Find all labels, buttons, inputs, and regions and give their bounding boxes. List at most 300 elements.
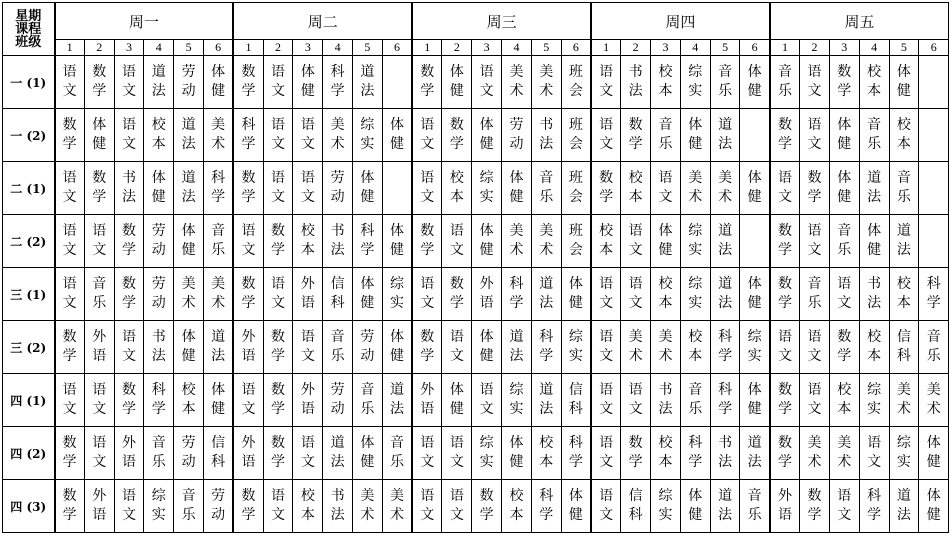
- period-number: 4: [502, 40, 532, 56]
- subject-cell: 语 文: [263, 268, 293, 321]
- subject-cell: 综 实: [680, 268, 710, 321]
- subject-cell: 语 文: [591, 109, 621, 162]
- corner-label-course: 课程: [15, 21, 42, 37]
- subject-cell: 数 学: [55, 480, 85, 533]
- subject-cell: 美 术: [174, 268, 204, 321]
- subject-cell: 外 语: [84, 321, 114, 374]
- subject-cell: 道 法: [859, 162, 889, 215]
- period-number: 4: [859, 40, 889, 56]
- class-label: 三 (2): [3, 321, 55, 374]
- subject-cell: 语 文: [800, 374, 830, 427]
- subject-cell: 语 文: [800, 56, 830, 109]
- period-number: 1: [233, 40, 263, 56]
- subject-cell: 美 术: [651, 321, 681, 374]
- subject-cell: 语 文: [442, 480, 472, 533]
- subject-cell: 综 实: [382, 268, 412, 321]
- subject-cell: 美 术: [353, 480, 383, 533]
- subject-cell: 语 文: [55, 162, 85, 215]
- subject-cell: 外 语: [233, 321, 263, 374]
- subject-cell: 信 科: [889, 321, 919, 374]
- subject-cell: 音 乐: [174, 480, 204, 533]
- subject-cell: 校 本: [651, 56, 681, 109]
- subject-cell: 体 健: [353, 162, 383, 215]
- subject-cell: 体 健: [919, 427, 949, 480]
- subject-cell: 道 法: [710, 215, 740, 268]
- subject-cell: 语 文: [263, 56, 293, 109]
- subject-cell: 数 学: [114, 215, 144, 268]
- period-number: 5: [174, 40, 204, 56]
- subject-cell: 道 法: [203, 321, 233, 374]
- subject-cell: 道 法: [710, 109, 740, 162]
- period-number: 1: [770, 40, 800, 56]
- subject-cell: 音 乐: [710, 56, 740, 109]
- subject-cell: 道 法: [740, 427, 770, 480]
- period-number: 5: [710, 40, 740, 56]
- subject-cell: 音 乐: [859, 109, 889, 162]
- subject-cell: 信 科: [323, 268, 353, 321]
- subject-cell: 语 文: [55, 268, 85, 321]
- subject-cell: 校 本: [591, 215, 621, 268]
- subject-cell: 语 文: [114, 480, 144, 533]
- subject-cell: 综 实: [353, 109, 383, 162]
- day-header-1: 周一: [55, 3, 234, 40]
- subject-cell: 体 健: [740, 268, 770, 321]
- subject-cell: 外 语: [472, 268, 502, 321]
- subject-cell: 道 法: [531, 268, 561, 321]
- subject-cell: 体 健: [442, 374, 472, 427]
- period-number: 4: [144, 40, 174, 56]
- period-number: 2: [442, 40, 472, 56]
- subject-cell: 信 科: [203, 427, 233, 480]
- subject-cell: 校 本: [293, 215, 323, 268]
- subject-cell: 语 文: [233, 215, 263, 268]
- period-number: 4: [323, 40, 353, 56]
- period-number: 2: [263, 40, 293, 56]
- subject-cell: 科 学: [531, 480, 561, 533]
- period-number: 6: [740, 40, 770, 56]
- subject-cell: 音 乐: [84, 268, 114, 321]
- subject-cell: 语 文: [829, 480, 859, 533]
- subject-cell: 语 文: [412, 162, 442, 215]
- subject-cell: 科 学: [203, 162, 233, 215]
- subject-cell: 科 学: [144, 374, 174, 427]
- class-row: [3, 374, 949, 427]
- subject-cell: 道 法: [889, 215, 919, 268]
- subject-cell: 体 健: [84, 109, 114, 162]
- subject-cell: 班 会: [561, 109, 591, 162]
- subject-cell: 数 学: [770, 374, 800, 427]
- period-number: 3: [829, 40, 859, 56]
- subject-cell: 美 术: [203, 109, 233, 162]
- subject-cell: 语 文: [621, 374, 651, 427]
- subject-cell: [382, 162, 412, 215]
- subject-cell: 数 学: [84, 162, 114, 215]
- subject-cell: 美 术: [203, 268, 233, 321]
- subject-cell: 校 本: [174, 374, 204, 427]
- subject-cell: 校 本: [889, 109, 919, 162]
- class-row: [3, 480, 949, 533]
- subject-cell: 科 学: [859, 480, 889, 533]
- class-row: [3, 268, 949, 321]
- subject-cell: 道 法: [144, 56, 174, 109]
- subject-cell: 外 语: [84, 480, 114, 533]
- subject-cell: 书 法: [621, 56, 651, 109]
- subject-cell: 数 学: [55, 427, 85, 480]
- subject-cell: 体 健: [472, 321, 502, 374]
- subject-cell: 道 法: [889, 480, 919, 533]
- subject-cell: 书 法: [323, 480, 353, 533]
- subject-cell: 体 健: [829, 162, 859, 215]
- subject-cell: 体 健: [442, 56, 472, 109]
- subject-cell: 书 法: [144, 321, 174, 374]
- subject-cell: 数 学: [55, 321, 85, 374]
- subject-cell: 科 学: [561, 427, 591, 480]
- subject-cell: 美 术: [502, 56, 532, 109]
- subject-cell: [919, 109, 949, 162]
- subject-cell: 语 文: [114, 109, 144, 162]
- period-number: 3: [472, 40, 502, 56]
- subject-cell: 校 本: [889, 268, 919, 321]
- subject-cell: 数 学: [472, 480, 502, 533]
- subject-cell: 体 健: [680, 480, 710, 533]
- class-label: 二 (1): [3, 162, 55, 215]
- subject-cell: 语 文: [591, 480, 621, 533]
- subject-cell: 体 健: [353, 427, 383, 480]
- period-number: 1: [412, 40, 442, 56]
- class-label: 三 (1): [3, 268, 55, 321]
- subject-cell: 劳 动: [144, 268, 174, 321]
- subject-cell: 美 术: [800, 427, 830, 480]
- subject-cell: 数 学: [84, 56, 114, 109]
- subject-cell: 综 实: [472, 427, 502, 480]
- subject-cell: 语 文: [55, 56, 85, 109]
- subject-cell: 外 语: [412, 374, 442, 427]
- subject-cell: 数 学: [621, 109, 651, 162]
- subject-cell: 体 健: [829, 109, 859, 162]
- subject-cell: 体 健: [382, 321, 412, 374]
- subject-cell: 语 文: [233, 374, 263, 427]
- subject-cell: 综 实: [144, 480, 174, 533]
- subject-cell: 语 文: [412, 480, 442, 533]
- subject-cell: 体 健: [859, 215, 889, 268]
- subject-cell: 科 学: [502, 268, 532, 321]
- subject-cell: 劳 动: [203, 480, 233, 533]
- subject-cell: 科 学: [233, 109, 263, 162]
- subject-cell: 体 健: [651, 215, 681, 268]
- subject-cell: 数 学: [412, 321, 442, 374]
- subject-cell: 音 乐: [144, 427, 174, 480]
- subject-cell: 数 学: [263, 321, 293, 374]
- subject-cell: 体 健: [561, 268, 591, 321]
- period-number: 5: [353, 40, 383, 56]
- subject-cell: [919, 56, 949, 109]
- subject-cell: 数 学: [442, 109, 472, 162]
- subject-cell: 道 法: [710, 268, 740, 321]
- subject-cell: 音 乐: [740, 480, 770, 533]
- subject-cell: 体 健: [203, 374, 233, 427]
- subject-cell: 书 法: [651, 374, 681, 427]
- subject-cell: 体 健: [919, 480, 949, 533]
- period-number: 5: [531, 40, 561, 56]
- subject-cell: 语 文: [114, 56, 144, 109]
- subject-cell: 科 学: [680, 427, 710, 480]
- subject-cell: 美 术: [531, 215, 561, 268]
- period-number: 4: [680, 40, 710, 56]
- subject-cell: 语 文: [293, 321, 323, 374]
- subject-cell: 数 学: [770, 215, 800, 268]
- period-number: 3: [114, 40, 144, 56]
- subject-cell: 音 乐: [680, 374, 710, 427]
- subject-cell: 道 法: [174, 109, 204, 162]
- subject-cell: 劳 动: [144, 215, 174, 268]
- subject-cell: 劳 动: [502, 109, 532, 162]
- subject-cell: 语 文: [293, 427, 323, 480]
- period-number: 6: [561, 40, 591, 56]
- class-row: [3, 109, 949, 162]
- subject-cell: 美 术: [531, 56, 561, 109]
- subject-cell: 语 文: [621, 268, 651, 321]
- subject-cell: 语 文: [770, 162, 800, 215]
- subject-cell: 音 乐: [800, 268, 830, 321]
- subject-cell: 美 术: [919, 374, 949, 427]
- subject-cell: 音 乐: [919, 321, 949, 374]
- subject-cell: 道 法: [353, 56, 383, 109]
- subject-cell: 美 术: [829, 427, 859, 480]
- subject-cell: 语 文: [800, 109, 830, 162]
- class-row: [3, 56, 949, 109]
- day-header-4: 周四: [591, 3, 770, 40]
- subject-cell: 数 学: [829, 56, 859, 109]
- subject-cell: 体 健: [889, 56, 919, 109]
- subject-cell: [740, 109, 770, 162]
- subject-cell: 语 文: [591, 321, 621, 374]
- subject-cell: 外 语: [293, 268, 323, 321]
- subject-cell: 校 本: [621, 162, 651, 215]
- subject-cell: 数 学: [114, 374, 144, 427]
- subject-cell: 班 会: [561, 162, 591, 215]
- subject-cell: 校 本: [651, 268, 681, 321]
- subject-cell: 数 学: [621, 427, 651, 480]
- period-number: 2: [621, 40, 651, 56]
- subject-cell: 班 会: [561, 215, 591, 268]
- subject-cell: 数 学: [263, 374, 293, 427]
- subject-cell: 语 文: [472, 374, 502, 427]
- subject-cell: 语 文: [84, 427, 114, 480]
- subject-cell: 数 学: [233, 56, 263, 109]
- period-number: 5: [889, 40, 919, 56]
- subject-cell: 语 文: [591, 56, 621, 109]
- class-label: 四 (3): [3, 480, 55, 533]
- subject-cell: 综 实: [561, 321, 591, 374]
- subject-cell: 综 实: [472, 162, 502, 215]
- subject-cell: 数 学: [770, 109, 800, 162]
- subject-cell: 美 术: [323, 109, 353, 162]
- subject-cell: 体 健: [561, 480, 591, 533]
- subject-cell: 体 健: [382, 215, 412, 268]
- subject-cell: 道 法: [502, 321, 532, 374]
- subject-cell: [919, 215, 949, 268]
- day-header-row: [3, 3, 949, 40]
- subject-cell: 语 文: [651, 162, 681, 215]
- subject-cell: 校 本: [651, 427, 681, 480]
- subject-cell: 校 本: [859, 56, 889, 109]
- subject-cell: 体 健: [502, 162, 532, 215]
- subject-cell: 体 健: [203, 56, 233, 109]
- class-label: 一 (1): [3, 56, 55, 109]
- subject-cell: 数 学: [770, 268, 800, 321]
- subject-cell: 校 本: [531, 427, 561, 480]
- subject-cell: 外 语: [293, 374, 323, 427]
- subject-cell: 语 文: [800, 215, 830, 268]
- subject-cell: 数 学: [829, 321, 859, 374]
- subject-cell: 音 乐: [531, 162, 561, 215]
- subject-cell: 语 文: [800, 321, 830, 374]
- subject-cell: 校 本: [859, 321, 889, 374]
- subject-cell: 美 术: [382, 480, 412, 533]
- subject-cell: 科 学: [710, 321, 740, 374]
- subject-cell: [382, 56, 412, 109]
- subject-cell: 数 学: [114, 268, 144, 321]
- period-number: 1: [55, 40, 85, 56]
- subject-cell: 校 本: [502, 480, 532, 533]
- subject-cell: 语 文: [472, 56, 502, 109]
- subject-cell: 语 文: [621, 215, 651, 268]
- subject-cell: 道 法: [323, 427, 353, 480]
- subject-cell: 语 文: [55, 215, 85, 268]
- subject-cell: 体 健: [740, 56, 770, 109]
- class-label: 四 (1): [3, 374, 55, 427]
- subject-cell: 音 乐: [323, 321, 353, 374]
- subject-cell: 语 文: [114, 321, 144, 374]
- subject-cell: 综 实: [680, 215, 710, 268]
- subject-cell: 语 文: [591, 268, 621, 321]
- subject-cell: 体 健: [174, 321, 204, 374]
- class-label: 二 (2): [3, 215, 55, 268]
- class-row: [3, 427, 949, 480]
- subject-cell: 语 文: [412, 427, 442, 480]
- subject-cell: 音 乐: [889, 162, 919, 215]
- subject-cell: 劳 动: [174, 56, 204, 109]
- subject-cell: 劳 动: [353, 321, 383, 374]
- corner-label-class: 班级: [15, 34, 42, 50]
- period-number: 6: [919, 40, 949, 56]
- subject-cell: 音 乐: [651, 109, 681, 162]
- period-number: 2: [84, 40, 114, 56]
- subject-cell: 音 乐: [770, 56, 800, 109]
- subject-cell: 数 学: [412, 215, 442, 268]
- subject-cell: 书 法: [710, 427, 740, 480]
- subject-cell: 科 学: [710, 374, 740, 427]
- subject-cell: 劳 动: [174, 427, 204, 480]
- subject-cell: 劳 动: [323, 162, 353, 215]
- subject-cell: 劳 动: [323, 374, 353, 427]
- subject-cell: 综 实: [502, 374, 532, 427]
- subject-cell: 语 文: [84, 374, 114, 427]
- subject-cell: 综 实: [651, 480, 681, 533]
- subject-cell: 校 本: [829, 374, 859, 427]
- period-number: 2: [800, 40, 830, 56]
- subject-cell: 数 学: [233, 268, 263, 321]
- subject-cell: 体 健: [353, 268, 383, 321]
- period-number: 6: [382, 40, 412, 56]
- subject-cell: 数 学: [412, 56, 442, 109]
- subject-cell: 语 文: [263, 109, 293, 162]
- subject-cell: 道 法: [531, 374, 561, 427]
- subject-cell: 语 文: [442, 215, 472, 268]
- period-number: 1: [591, 40, 621, 56]
- subject-cell: 语 文: [55, 374, 85, 427]
- subject-cell: 数 学: [233, 480, 263, 533]
- subject-cell: 信 科: [561, 374, 591, 427]
- subject-cell: 体 健: [680, 109, 710, 162]
- period-header-row: [3, 40, 949, 56]
- subject-cell: 校 本: [442, 162, 472, 215]
- subject-cell: 数 学: [55, 109, 85, 162]
- subject-cell: 书 法: [114, 162, 144, 215]
- subject-cell: 道 法: [174, 162, 204, 215]
- subject-cell: 体 健: [740, 374, 770, 427]
- subject-cell: 音 乐: [829, 215, 859, 268]
- subject-cell: 语 文: [591, 374, 621, 427]
- subject-cell: 数 学: [800, 162, 830, 215]
- class-row: [3, 215, 949, 268]
- subject-cell: 音 乐: [353, 374, 383, 427]
- period-number: 6: [203, 40, 233, 56]
- subject-cell: 数 学: [263, 427, 293, 480]
- day-header-3: 周三: [412, 3, 591, 40]
- day-header-5: 周五: [770, 3, 949, 40]
- subject-cell: 科 学: [323, 56, 353, 109]
- subject-cell: 综 实: [889, 427, 919, 480]
- subject-cell: 数 学: [263, 215, 293, 268]
- subject-cell: 校 本: [293, 480, 323, 533]
- subject-cell: 体 健: [740, 162, 770, 215]
- subject-cell: 语 文: [829, 268, 859, 321]
- period-number: 3: [651, 40, 681, 56]
- subject-cell: 语 文: [293, 162, 323, 215]
- subject-cell: 科 学: [919, 268, 949, 321]
- subject-cell: 语 文: [412, 109, 442, 162]
- subject-cell: 综 实: [859, 374, 889, 427]
- subject-cell: 语 文: [442, 321, 472, 374]
- subject-cell: 班 会: [561, 56, 591, 109]
- subject-cell: 外 语: [114, 427, 144, 480]
- class-label: 四 (2): [3, 427, 55, 480]
- class-row: [3, 321, 949, 374]
- subject-cell: 数 学: [233, 162, 263, 215]
- subject-cell: [919, 162, 949, 215]
- subject-cell: 语 文: [293, 109, 323, 162]
- period-number: 3: [293, 40, 323, 56]
- subject-cell: 体 健: [502, 427, 532, 480]
- subject-cell: 语 文: [770, 321, 800, 374]
- subject-cell: 语 文: [84, 215, 114, 268]
- subject-cell: 体 健: [144, 162, 174, 215]
- subject-cell: 外 语: [770, 480, 800, 533]
- subject-cell: 道 法: [382, 374, 412, 427]
- subject-cell: 语 文: [859, 427, 889, 480]
- subject-cell: 体 健: [382, 109, 412, 162]
- subject-cell: 语 文: [263, 162, 293, 215]
- subject-cell: 书 法: [859, 268, 889, 321]
- subject-cell: 音 乐: [203, 215, 233, 268]
- class-schedule-table: [2, 2, 949, 533]
- subject-cell: 美 术: [680, 162, 710, 215]
- subject-cell: 体 健: [472, 215, 502, 268]
- subject-cell: 语 文: [263, 480, 293, 533]
- subject-cell: 校 本: [144, 109, 174, 162]
- subject-cell: 科 学: [353, 215, 383, 268]
